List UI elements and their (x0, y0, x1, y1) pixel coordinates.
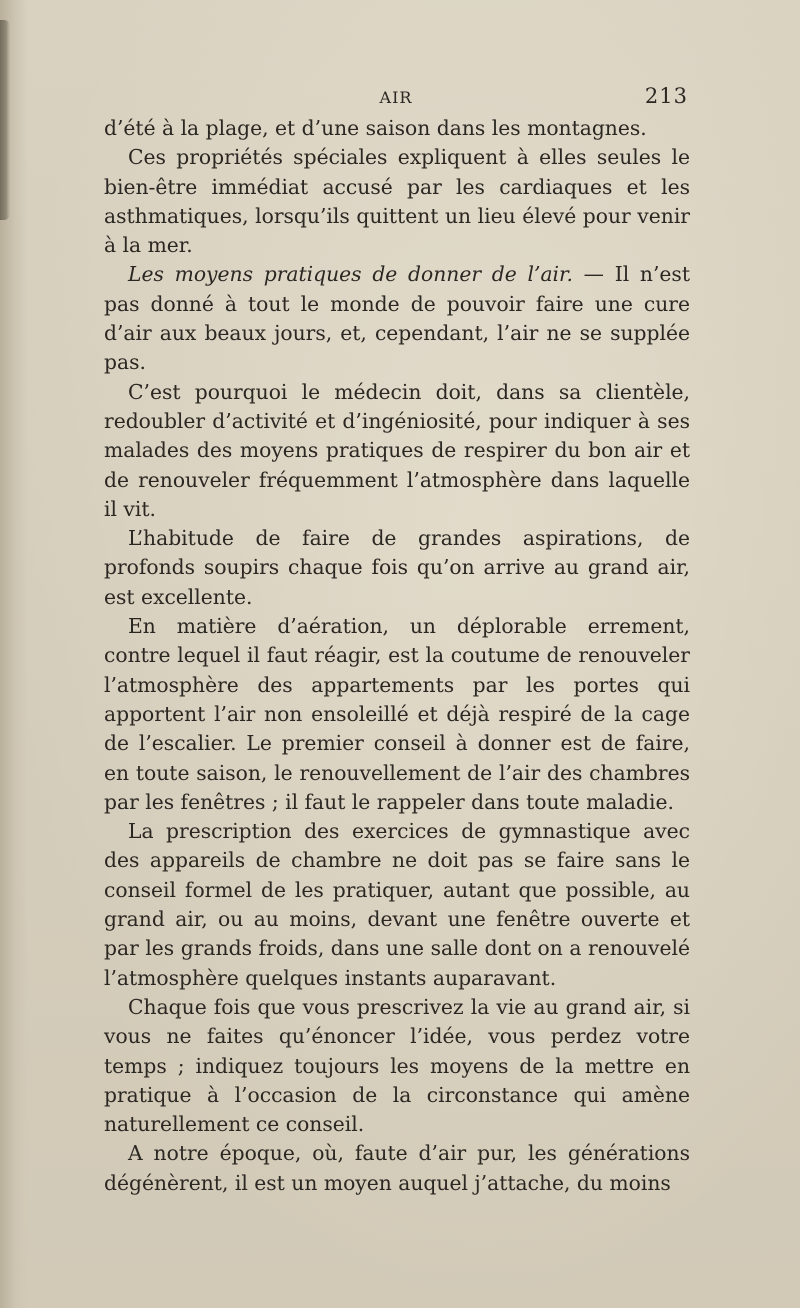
paragraph-6-text: En matière d’aération, un déplorable errement, contre lequel il faut réagir, est la coutume de renouveler l’atmosphère des appartements par les portes qui apportent l’air non ensoleillé et déjà respiré de la cage de l’escalier. Le premier conseil à donner est de faire, en toute saison, le renouvellement de l’air des chambres par les fenêtres ; il faut le rappeler dans toute maladie. (104, 614, 690, 814)
page-number: 213 (644, 84, 688, 108)
body-text (104, 114, 690, 1198)
paragraph-1 (104, 114, 690, 143)
paragraph-9 (104, 1139, 690, 1198)
paragraph-4 (104, 378, 690, 524)
section-heading-italic: Les moyens pratiques de donner de l’air. (128, 262, 573, 287)
paragraph-3 (104, 260, 690, 377)
paragraph-7-text: La prescription des exercices de gymnastique avec des appareils de chambre ne doit pas se faire sans le conseil formel de les pratiquer, autant que possible, au grand air, ou au moins, devant une fenêtre ouverte et par les grands froids, dans une salle dont on a renouvelé l’atmosphère quelques instants auparavant. (104, 819, 690, 990)
paragraph-3-text: — Il n’est pas donné à tout le monde de pouvoir faire une cure d’air aux beaux jours, et, cependant, l’air ne se supplée pas. (104, 262, 690, 375)
paragraph-2-text: Ces propriétés spéciales expliquent à elles seules le bien-être immédiat accusé par les cardiaques et les asthmatiques, lorsqu’ils quittent un lieu élevé pour venir à la mer. (104, 145, 690, 258)
paragraph-5-text: L’habitude de faire de grandes aspirations, de profonds soupirs chaque fois qu’on arrive au grand air, est excellente. (104, 526, 690, 609)
paragraph-9-text: A notre époque, où, faute d’air pur, les générations dégénèrent, il est un moyen auquel j’attache, du moins (104, 1141, 690, 1195)
binding-mark (0, 20, 10, 220)
page-header (104, 84, 688, 110)
paragraph-2 (104, 143, 690, 260)
paragraph-8 (104, 993, 690, 1139)
running-head: AIR (379, 88, 413, 107)
book-spine-shadow (0, 0, 28, 1308)
paragraph-6 (104, 612, 690, 817)
paragraph-1-text: d’été à la plage, et d’une saison dans les montagnes. (104, 116, 647, 140)
paragraph-5 (104, 524, 690, 612)
paragraph-8-text: Chaque fois que vous prescrivez la vie au grand air, si vous ne faites qu’énoncer l’idée, vous perdez votre temps ; indiquez toujours les moyens de la mettre en pratique à l’occasion de la circonstance qui amène naturellement ce conseil. (104, 994, 690, 1137)
paragraph-7 (104, 817, 690, 993)
paragraph-4-text: C’est pourquoi le médecin doit, dans sa clientèle, redoubler d’activité et d’ingéniosité, pour indiquer à ses malades des moyens pratiques de respirer du bon air et de renouveler fréquemment l’atmosphère dans laquelle il vit. (104, 379, 690, 521)
